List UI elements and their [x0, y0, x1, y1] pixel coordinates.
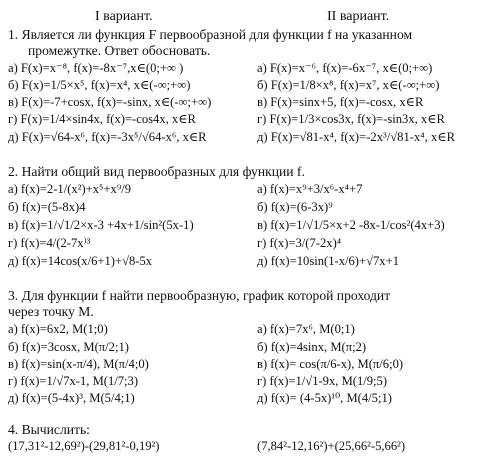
task-1-title-line-2: промежутке. Ответ обосновать.	[28, 43, 211, 58]
task-1-right-item-d: г) F(x)=1/3×cos3x, f(x)=-sin3x, x∈R	[257, 112, 445, 126]
task-2-left-item-a: а) f(x)=2-1/(x²)+x⁵+x⁹/9	[8, 182, 132, 196]
task-2-title: 2. Найти общий вид первообразных для функции f.	[8, 164, 305, 179]
task-3-right-item-e: д) f(x)= (4-5x)¹⁰, M(4/5;1)	[257, 391, 392, 405]
task-3-right-item-b: б) f(x)=4sinx, M(π;2)	[257, 340, 367, 354]
task-4-title: 4. Вычислить:	[8, 422, 90, 437]
task-1-left-item-c: в) F(x)=-7+cosx, f(x)=-sinx, x∈(-∞;+∞)	[8, 95, 212, 109]
task-2-left-item-e: д) f(x)=14cos(x/6+1)+√8-5x	[8, 254, 153, 268]
task-3-left-item-a: а) f(x)=6x2, M(1;0)	[8, 322, 108, 336]
task-3-title-line-1: 3. Для функции f найти первообразную, график которой проходит	[8, 288, 391, 303]
task-2-right-item-c: в) f(x)=1/√1/5×x+2 -8x-1/cos²(4x+3)	[257, 218, 445, 232]
task-1-right-item-b: б) F(x)=1/8×x⁸, f(x)=x⁷, x∈(-∞;+∞)	[257, 78, 440, 92]
task-2-left-item-d: г) f(x)=4/(2-7x⁾³	[8, 236, 91, 250]
task-3-left-item-b: б) f(x)=3cosx, M(π/2;1)	[8, 340, 129, 354]
task-1-title-line-1: 1. Является ли функция F первообразной для функции f на указанном	[8, 27, 413, 42]
task-3-right-item-a: а) f(x)=7x⁶, M(0;1)	[257, 322, 355, 336]
task-4-left-expression: (17,31²-12,69²)-(29,81²-0,19²)	[8, 439, 160, 453]
task-3-left-item-e: д) f(x)=(5-4x)³, M(5/4;1)	[8, 391, 135, 405]
task-2-left-item-c: в) f(x)=1/√1/2×x-3 +4x+1/sin²(5x-1)	[8, 218, 194, 232]
task-2-right-item-e: д) f(x)=10sin(1-x/6)+√7x+1	[257, 254, 399, 268]
task-1-left-item-a: а) F(x)=x⁻⁸, f(x)=-8x⁻⁷,x∈(0;+∞ )	[8, 61, 184, 75]
task-3-left-item-d: г) f(x)=1/√7x-1, M(1/7;3)	[8, 374, 139, 388]
task-3-right-item-d: г) f(x)=1/√1-9x, M(1/9;5)	[257, 374, 388, 388]
task-2-right-item-d: г) f(x)=3/(7-2x)⁴	[257, 236, 342, 250]
task-1-right-item-c: в) F(x)=sinx+5, f(x)=-cosx, x∈R	[257, 95, 424, 109]
task-3-left-item-c: в) f(x)=sin(x-π/4), M(π/4;0)	[8, 357, 149, 371]
task-2-right-item-b: б) f(x)=(6-3x)⁹	[257, 200, 333, 214]
task-1-right-item-a: а) F(x)=x⁻⁶, f(x)=-6x⁻⁷, x∈(0;+∞)	[257, 61, 433, 75]
task-1-left-item-e: д) F(x)=√64-x⁶, f(x)=-3x⁵/√64-x⁶, x∈R	[8, 130, 207, 144]
task-4-right-expression: (7,84²-12,16²)+(25,66²-5,66²)	[257, 439, 406, 453]
task-1-left-item-b: б) F(x)=1/5×x⁵, f(x)=x⁴, x∈(-∞;+∞)	[8, 78, 191, 92]
task-1-left-item-d: г) F(x)=1/4×sin4x, f(x)=-cos4x, x∈R	[8, 112, 196, 126]
task-2-right-item-a: а) f(x)=x⁹+3/x⁶-x⁴+7	[257, 182, 363, 196]
task-3-title-line-2: через точку М.	[8, 304, 94, 319]
task-3-right-item-c: в) f(x)= cos(π/6-x), M(π/6;0)	[257, 357, 404, 371]
task-1-right-item-e: д) F(x)=√81-x⁴, f(x)=-2x³/√81-x⁴, x∈R	[257, 130, 455, 144]
variant-1-heading: I вариант.	[95, 9, 153, 24]
task-2-left-item-b: б) f(x)=(5-8x)4	[8, 200, 86, 214]
variant-2-heading: II вариант.	[327, 9, 390, 24]
